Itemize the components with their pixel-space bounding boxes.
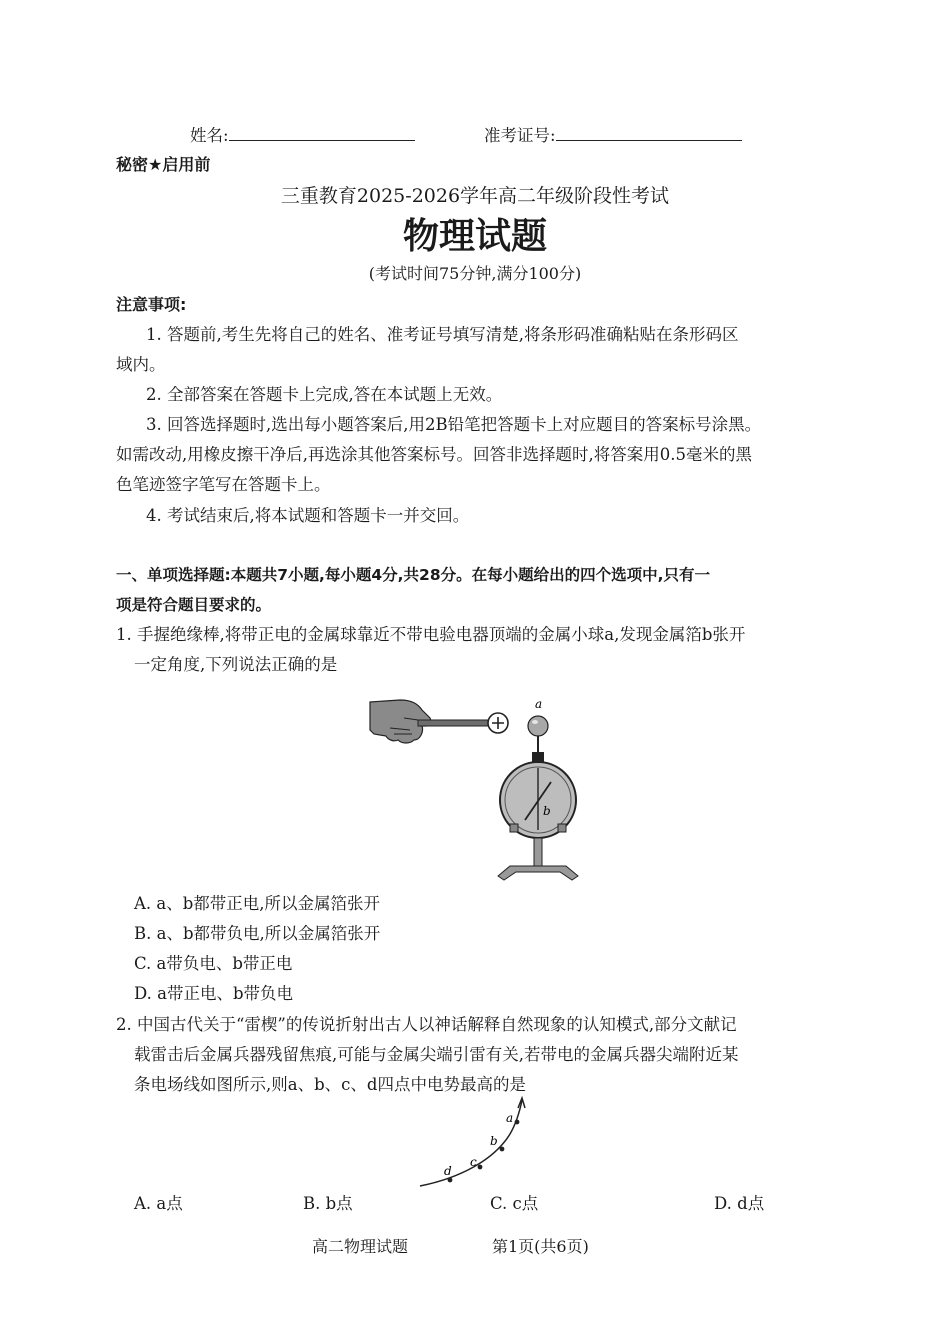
exam-id-field-row xyxy=(484,124,742,147)
section1-heading-line1: 一、单项选择题:本题共7小题,每小题4分,共28分。在每小题给出的四个选项中,只有一 xyxy=(116,566,711,584)
section1-heading-line2: 项是符合题目要求的。 xyxy=(116,596,272,614)
q2-stem-line1: 2. 中国古代关于“雷楔”的传说折射出古人以神话解释自然现象的认知模式,部分文献记 xyxy=(116,1015,737,1034)
q2-option-b[interactable]: B. b点 xyxy=(303,1194,353,1213)
q2-stem-line3: 条电场线如图所示,则a、b、c、d四点中电势最高的是 xyxy=(134,1075,526,1094)
q2-stem-line2: 载雷击后金属兵器残留焦痕,可能与金属尖端引雷有关,若带电的金属兵器尖端附近某 xyxy=(134,1045,739,1064)
q1-option-d[interactable]: D. a带正电、b带负电 xyxy=(134,984,294,1003)
exam-time-info: (考试时间75分钟,满分100分) xyxy=(368,264,582,283)
notice-item-2: 2. 全部答案在答题卡上完成,答在本试题上无效。 xyxy=(146,385,503,404)
label-point-a: a xyxy=(506,1111,514,1125)
label-b: b xyxy=(543,804,551,818)
subject-title: 物理试题 xyxy=(402,215,547,257)
electroscope-figure xyxy=(360,690,600,890)
notice-item-3-line3: 色笔迹签字笔写在答题卡上。 xyxy=(116,475,331,494)
name-label: 姓名: xyxy=(190,126,229,145)
point-a xyxy=(515,1120,520,1125)
name-field-row xyxy=(190,124,415,147)
name-blank[interactable] xyxy=(229,124,415,141)
q2-option-c[interactable]: C. c点 xyxy=(490,1194,539,1213)
label-point-d: d xyxy=(444,1164,452,1178)
notice-item-1-line2: 域内。 xyxy=(116,355,166,374)
label-a: a xyxy=(535,697,543,711)
notice-item-1-line1: 1. 答题前,考生先将自己的姓名、准考证号填写清楚,将条形码准确粘贴在条形码区 xyxy=(146,325,739,344)
notice-item-3-line2: 如需改动,用橡皮擦干净后,再选涂其他答案标号。回答非选择题时,将答案用0.5毫米的黑 xyxy=(116,445,752,464)
metal-ball-a xyxy=(528,716,548,736)
footer-page-number: 第1页(共6页) xyxy=(492,1237,589,1256)
label-point-b: b xyxy=(490,1134,498,1148)
exam-id-blank[interactable] xyxy=(556,124,742,141)
notice-item-4: 4. 考试结束后,将本试题和答题卡一并交回。 xyxy=(146,506,470,525)
q1-stem-line2: 一定角度,下列说法正确的是 xyxy=(134,655,338,674)
q1-stem-line1: 1. 手握绝缘棒,将带正电的金属球靠近不带电验电器顶端的金属小球a,发现金属箔b张开 xyxy=(116,625,746,644)
label-point-c: c xyxy=(470,1155,477,1169)
q1-option-c[interactable]: C. a带负电、b带正电 xyxy=(134,954,293,973)
exam-org-title: 三重教育2025-2026学年高二年级阶段性考试 xyxy=(280,185,670,207)
q1-option-a[interactable]: A. a、b都带正电,所以金属箔张开 xyxy=(134,894,381,913)
secret-mark: 秘密★启用前 xyxy=(116,155,211,174)
notice-heading: 注意事项: xyxy=(116,295,187,314)
insulating-rod xyxy=(418,720,488,726)
stand-pole xyxy=(534,838,542,866)
point-c xyxy=(478,1165,483,1170)
notice-item-3-line1: 3. 回答选择题时,选出每小题答案后,用2B铅笔把答题卡上对应题目的答案标号涂黑。 xyxy=(146,415,762,434)
footer-subject: 高二物理试题 xyxy=(312,1237,409,1256)
point-d xyxy=(448,1178,453,1183)
q1-option-b[interactable]: B. a、b都带负电,所以金属箔张开 xyxy=(134,924,381,943)
stand-base xyxy=(498,866,578,880)
q2-option-d[interactable]: D. d点 xyxy=(714,1194,765,1213)
exam-id-label: 准考证号: xyxy=(484,126,556,145)
point-b xyxy=(500,1147,505,1152)
q2-option-a[interactable]: A. a点 xyxy=(134,1194,183,1213)
electric-field-line-figure xyxy=(410,1094,540,1194)
